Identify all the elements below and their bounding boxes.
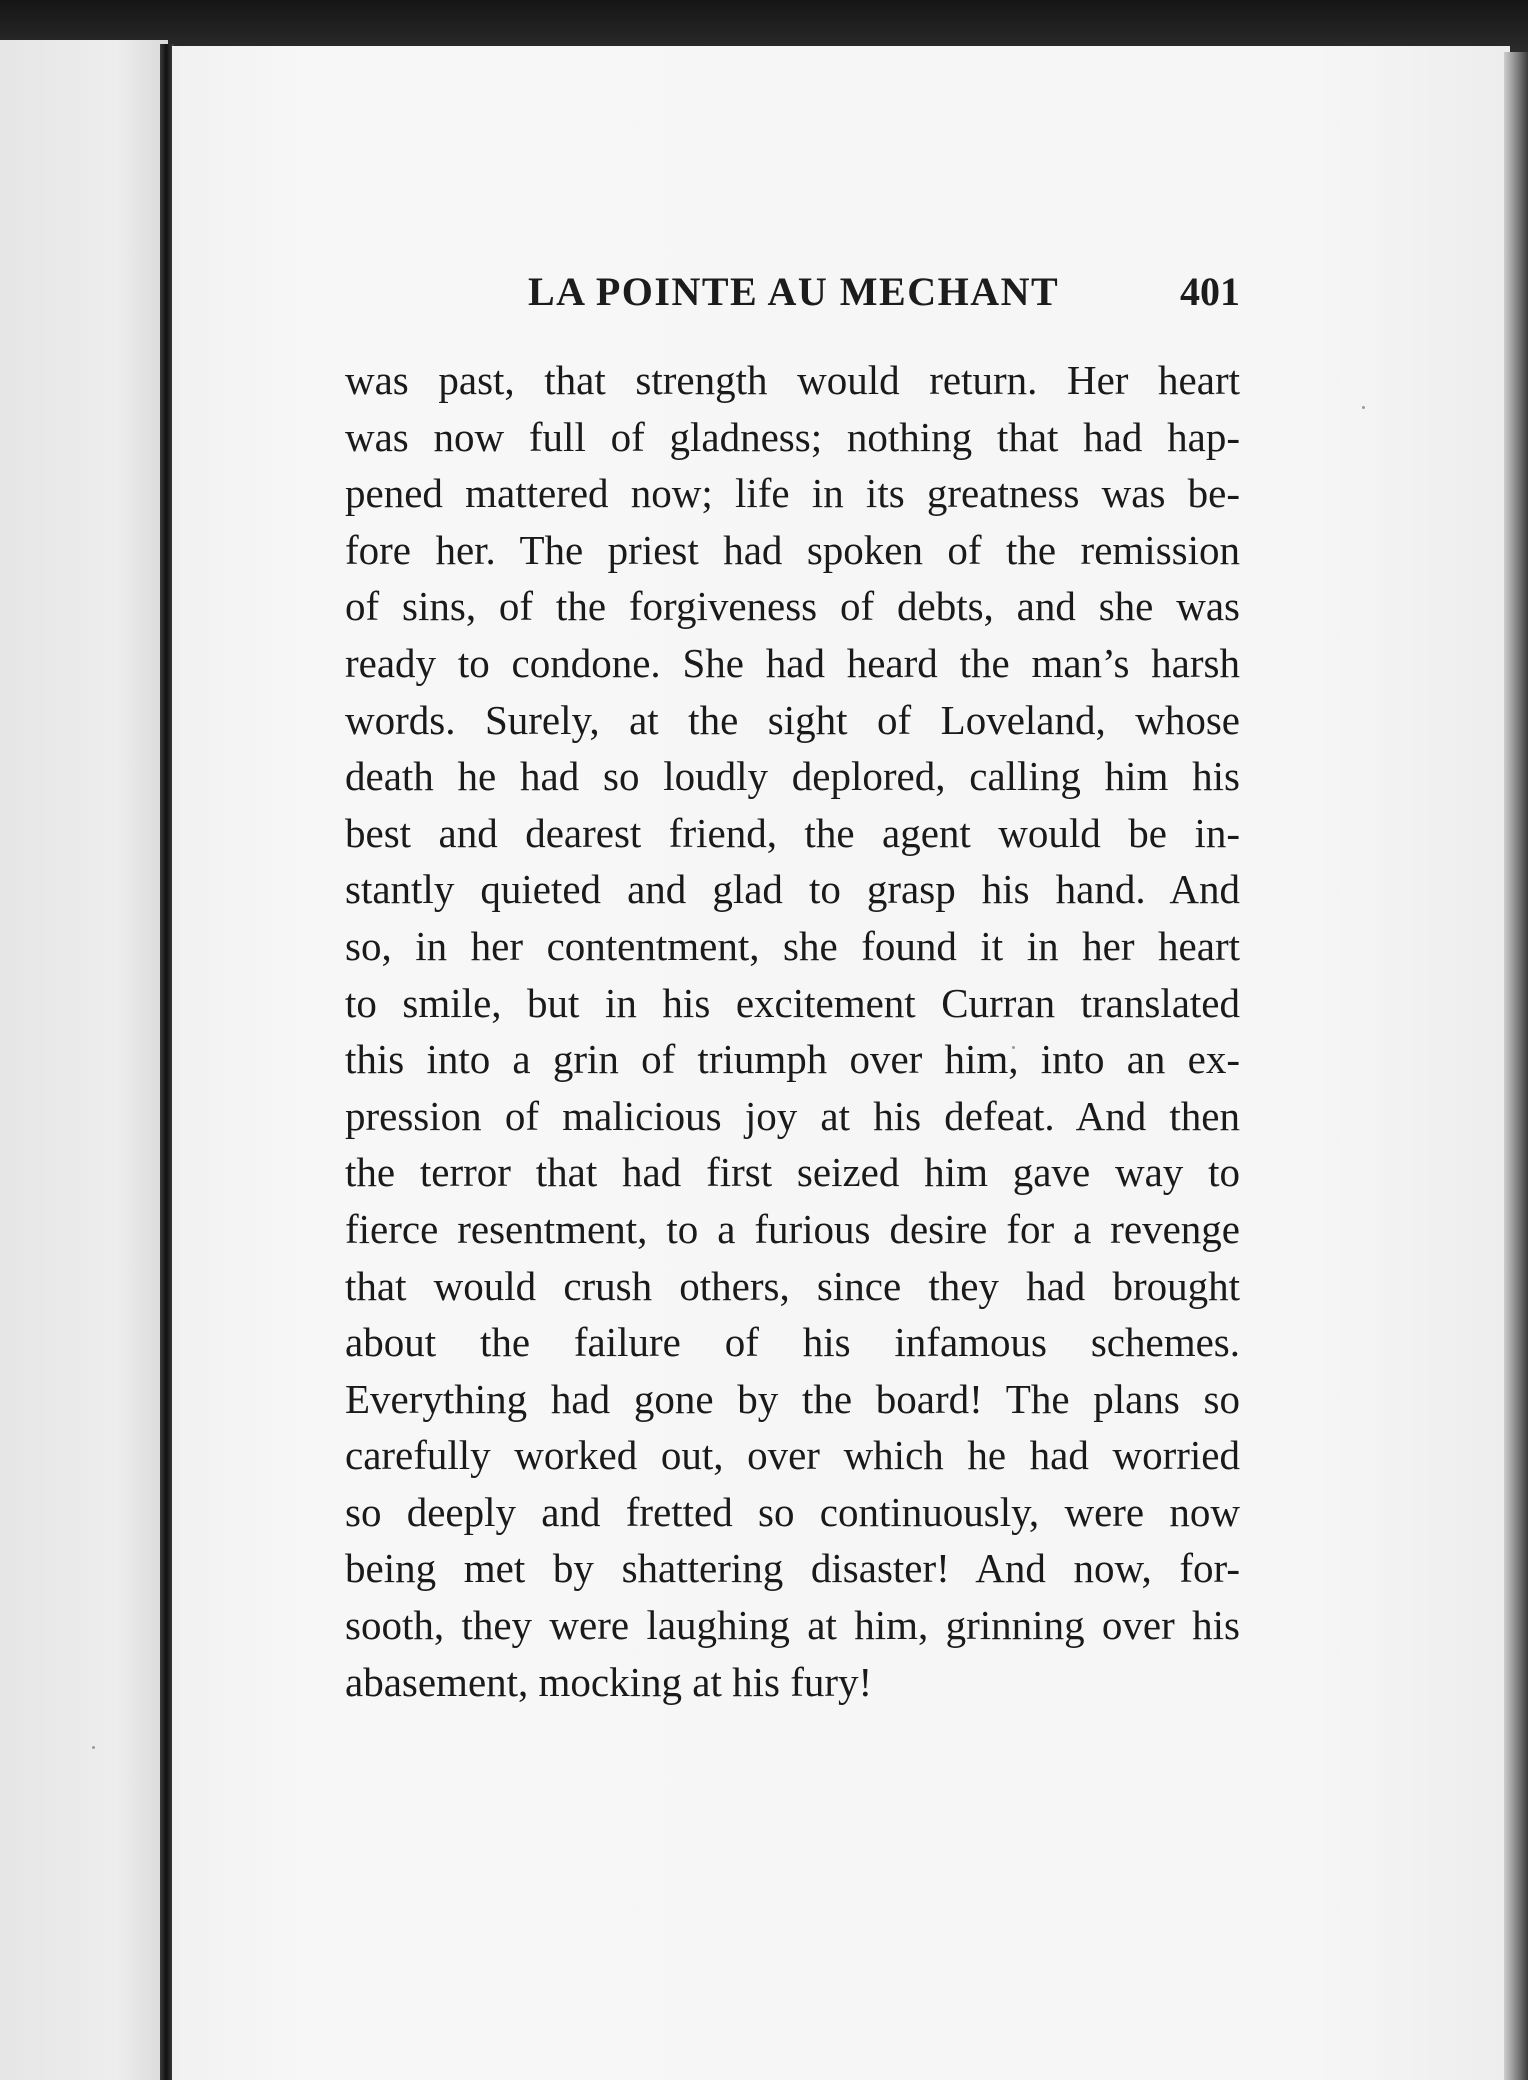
text-line: best and dearest friend, the agent would be in- <box>345 809 1240 856</box>
text-line: Everything had gone by the board! The plans so <box>345 1375 1240 1422</box>
text-line: words. Surely, at the sight of Loveland, whose <box>345 696 1240 743</box>
body-text <box>345 352 1240 1710</box>
text-line: about the failure of his infamous schemes. <box>345 1319 1240 1366</box>
text-line: abasement, mocking at his fury! <box>345 1658 873 1705</box>
text-line: so, in her contentment, she found it in her heart <box>345 922 1240 969</box>
text-line: was now full of gladness; nothing that had hap- <box>345 413 1240 460</box>
text-line: was past, that strength would return. Her heart <box>345 357 1240 403</box>
text-line: of sins, of the forgiveness of debts, and she was <box>345 583 1240 630</box>
running-title: LA POINTE AU MECHANT <box>528 269 1060 314</box>
scan-top-border <box>0 0 1528 52</box>
text-line: that would crush others, since they had brought <box>345 1262 1240 1309</box>
text-line: this into a grin of triumph over him, into an ex- <box>345 1036 1240 1083</box>
text-line: the terror that had first seized him gave way to <box>345 1149 1240 1196</box>
text-line: carefully worked out, over which he had worried <box>345 1432 1240 1479</box>
text-line: stantly quieted and glad to grasp his hand. And <box>345 866 1240 913</box>
paper-speck <box>1362 406 1365 409</box>
text-line: pened mattered now; life in its greatness was be- <box>345 470 1240 517</box>
text-line: fore her. The priest had spoken of the remission <box>345 526 1240 573</box>
text-line: sooth, they were laughing at him, grinning over his <box>345 1602 1240 1649</box>
page-edge-right <box>1504 52 1528 2080</box>
paper-speck <box>92 1746 95 1749</box>
text-line: to smile, but in his excitement Curran translated <box>345 979 1240 1026</box>
facing-page-edge <box>0 40 168 2080</box>
text-line: being met by shattering disaster! And now, for- <box>345 1545 1240 1592</box>
text-line: pression of malicious joy at his defeat. And then <box>345 1092 1240 1139</box>
text-line: so deeply and fretted so continuously, were now <box>345 1488 1240 1535</box>
text-line: death he had so loudly deplored, calling him his <box>345 753 1240 800</box>
running-head <box>350 268 1240 318</box>
text-line: ready to condone. She had heard the man’s harsh <box>345 639 1240 686</box>
text-line: fierce resentment, to a furious desire for a revenge <box>345 1205 1240 1252</box>
page-number: 401 <box>1180 269 1240 314</box>
